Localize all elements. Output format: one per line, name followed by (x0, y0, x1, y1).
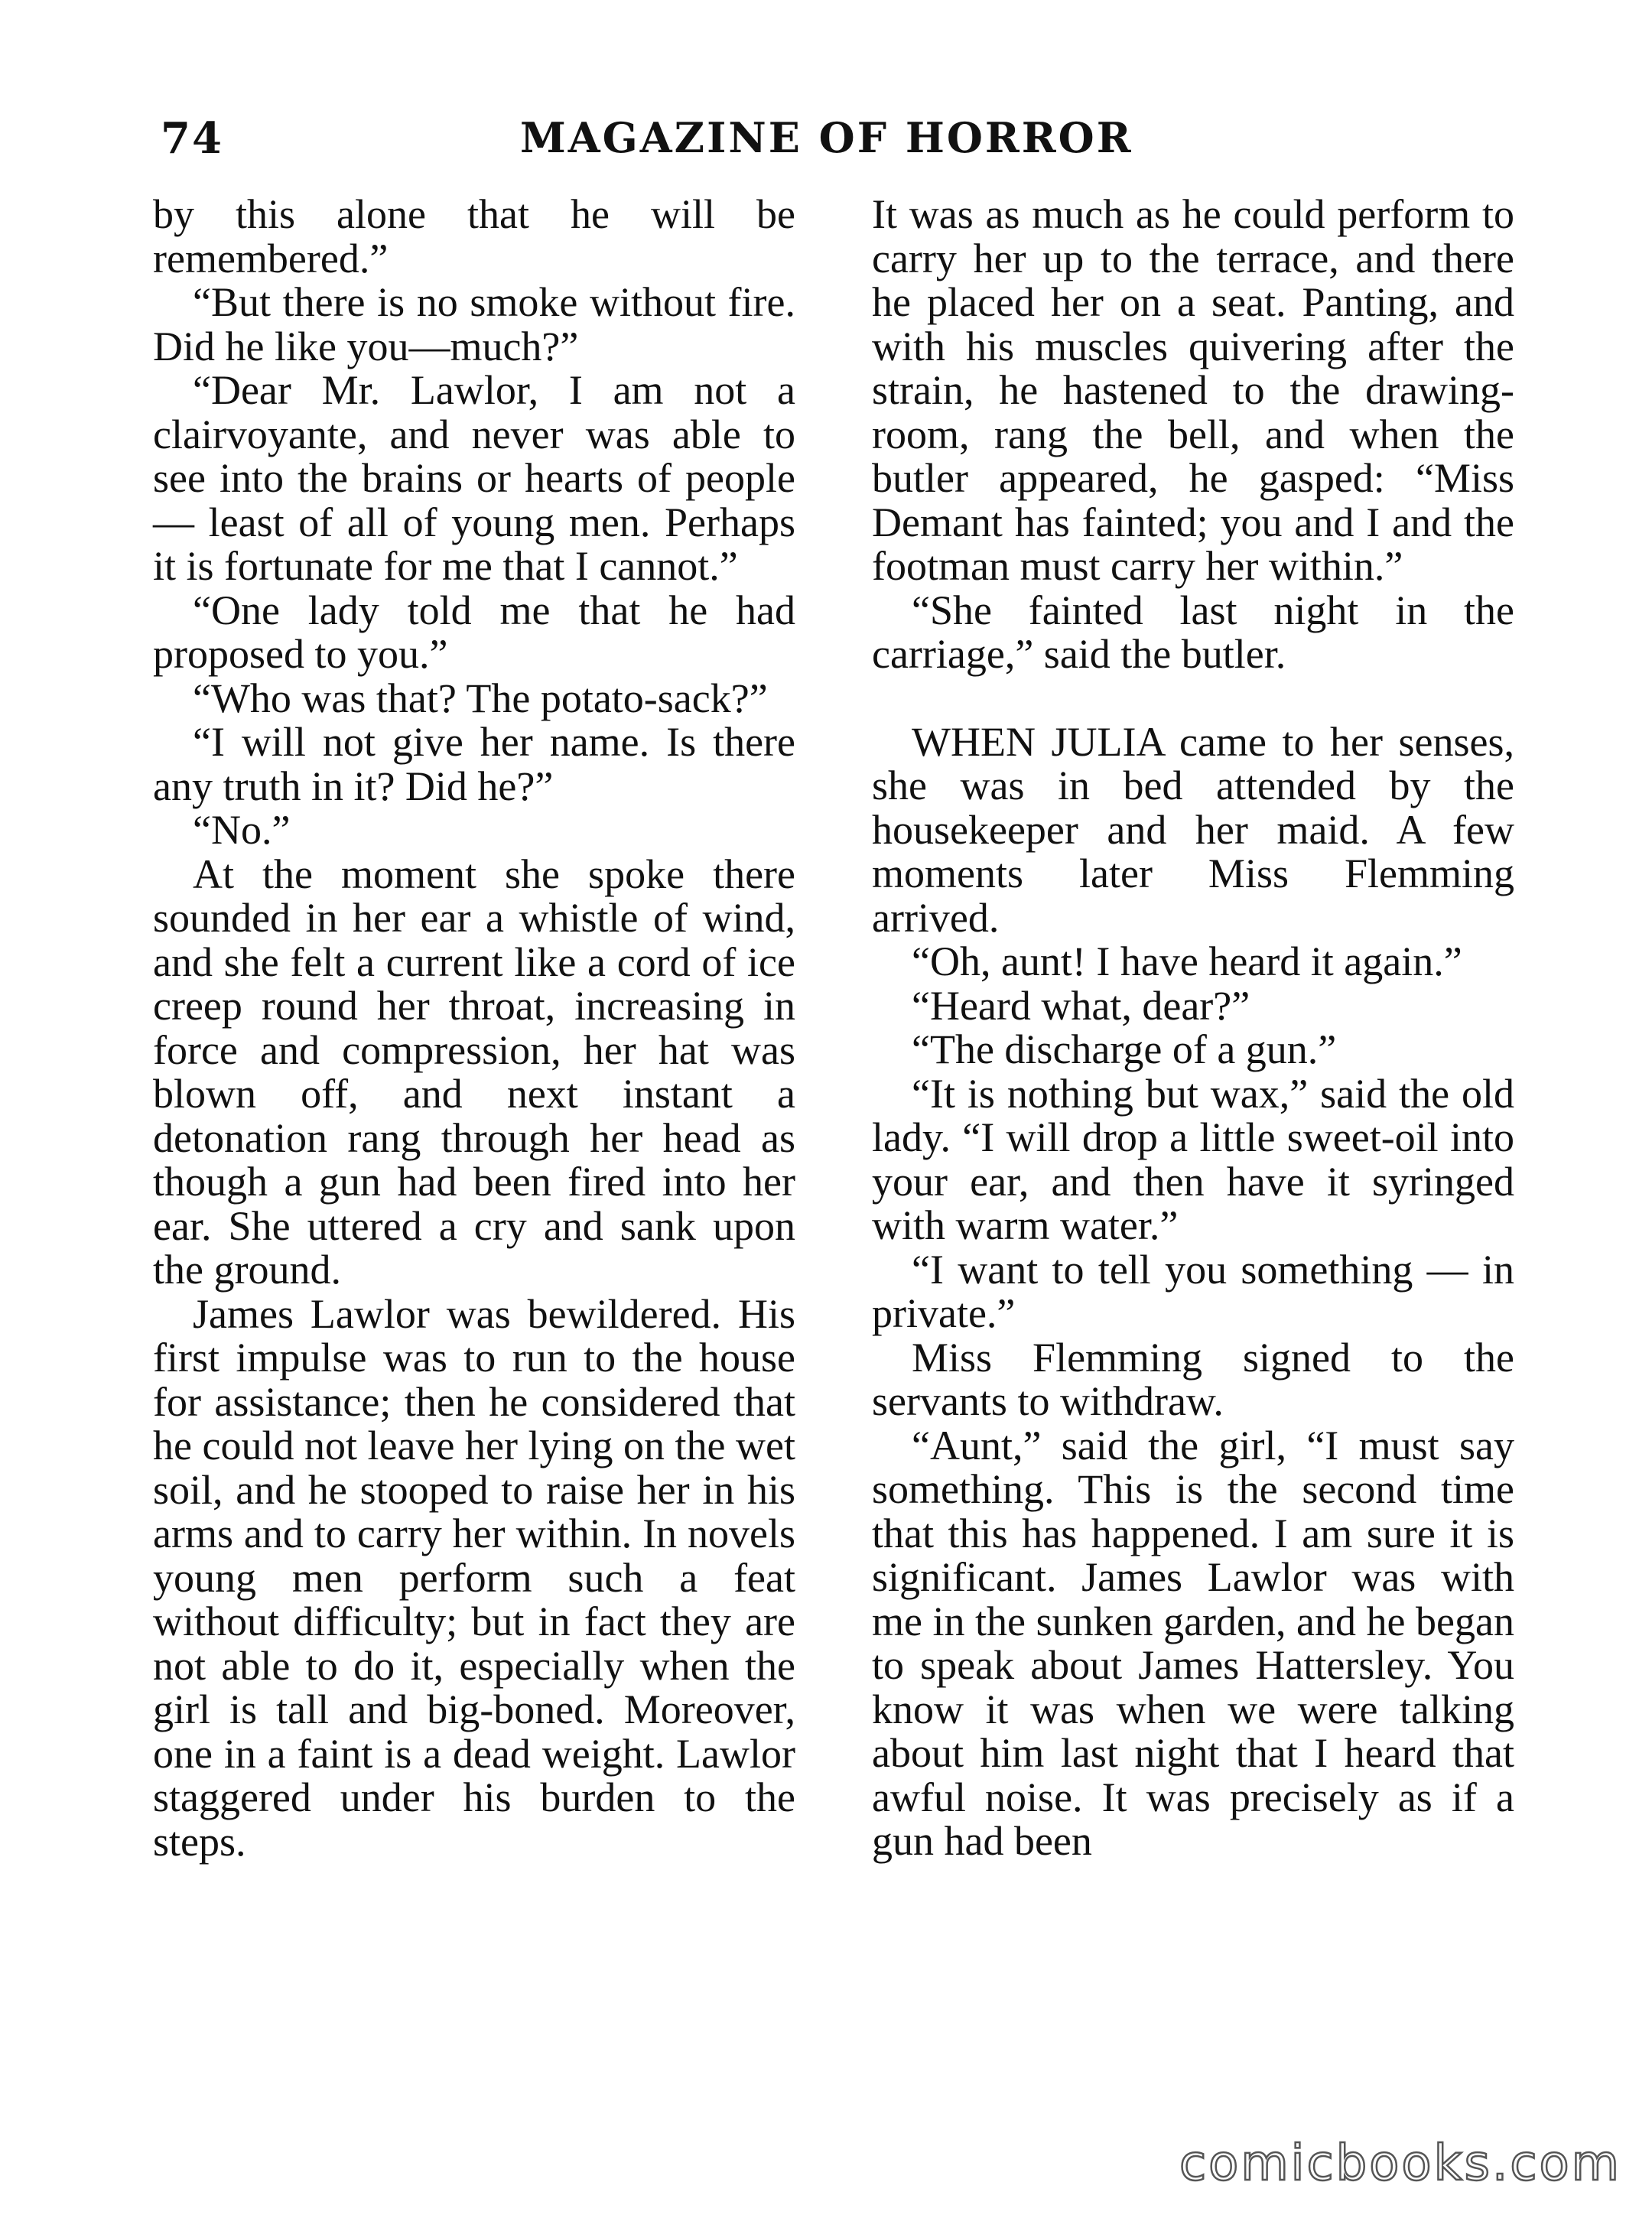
magazine-title: MAGAZINE OF HORROR (520, 113, 1133, 162)
paragraph: “Who was that? The potato-sack?” (193, 675, 768, 721)
paragraph: “One lady told me that he had proposed to you.” (153, 587, 795, 677)
section-start-paragraph: WHEN JULIA came to her senses, she was in bed attended by the housekeeper and her maid. A few moments later Miss Flemming arrived. (872, 718, 1514, 941)
watermark-logo: comicbooks.com (1179, 2135, 1621, 2192)
page-number: 74 (161, 113, 223, 164)
paragraph: At the moment she spoke there sounded in her ear a whistle of wind, and she felt a current like a cord of ice creep round her throat, increasing in force and compression, her hat was blown off, and next instant a detonation rang through her head as though a gun had been fired into her ear. She uttered a cry and sank upon the ground. (153, 850, 795, 1293)
paragraph: “Oh, aunt! I have heard it again.” (912, 938, 1462, 984)
paragraph: “The discharge of a gun.” (912, 1026, 1337, 1072)
paragraph: “I want to tell you something — in private.” (872, 1246, 1514, 1336)
paragraph: Miss Flemming signed to the servants to withdraw. (872, 1334, 1514, 1424)
paragraph: “It is nothing but wax,” said the old lady. “I will drop a little sweet-oil into your ear, and then have it syringed with warm water.” (872, 1070, 1514, 1248)
paragraph: James Lawlor was bewildered. His first impulse was to run to the house for assistance; then he considered that he could not leave her lying on the wet soil, and he stooped to raise her in his arms and to carry her within. In novels young men perform such a feat without difficulty; but in fact they are not able to do it, especially when the girl is tall and big-boned. Moreover, one in a faint is a dead weight. Lawlor staggered under his burden to the steps. (153, 1290, 795, 1865)
paragraph: “Aunt,” said the girl, “I must say something. This is the second time that this has happened. I am sure it is significant. James Lawlor was with me in the sunken garden, and he began to speak about James Hattersley. You know it was when we were talking about him last night that I heard that awful noise. It was precisely as if a gun had been (872, 1422, 1514, 1864)
paragraph: “No.” (193, 807, 291, 853)
page-header (161, 113, 1522, 167)
paragraph: It was as much as he could perform to carry her up to the terrace, and there he placed her on a seat. Panting, and with his muscles quivering after the strain, he hastened to the drawing-room, rang the bell, and when the butler appeared, he gasped: “Miss Demant has fainted; you and I and the footman must carry her within.” (872, 191, 1514, 589)
paragraph: by this alone that he will be remembered.” (153, 191, 795, 281)
paragraph: “Dear Mr. Lawlor, I am not a clairvoyante, and never was able to see into the brains or hearts of people — least of all of young men. Perhaps it is fortunate for me that I cannot.” (153, 367, 795, 589)
paragraph: “Heard what, dear?” (912, 982, 1250, 1029)
paragraph: “I will not give her name. Is there any truth in it? Did he?” (153, 719, 795, 809)
right-column (872, 193, 1514, 1864)
paragraph: “But there is no smoke without fire. Did he like you—much?” (153, 279, 795, 369)
paragraph: “She fainted last night in the carriage,” said the butler. (872, 587, 1514, 677)
left-column (153, 193, 795, 1864)
